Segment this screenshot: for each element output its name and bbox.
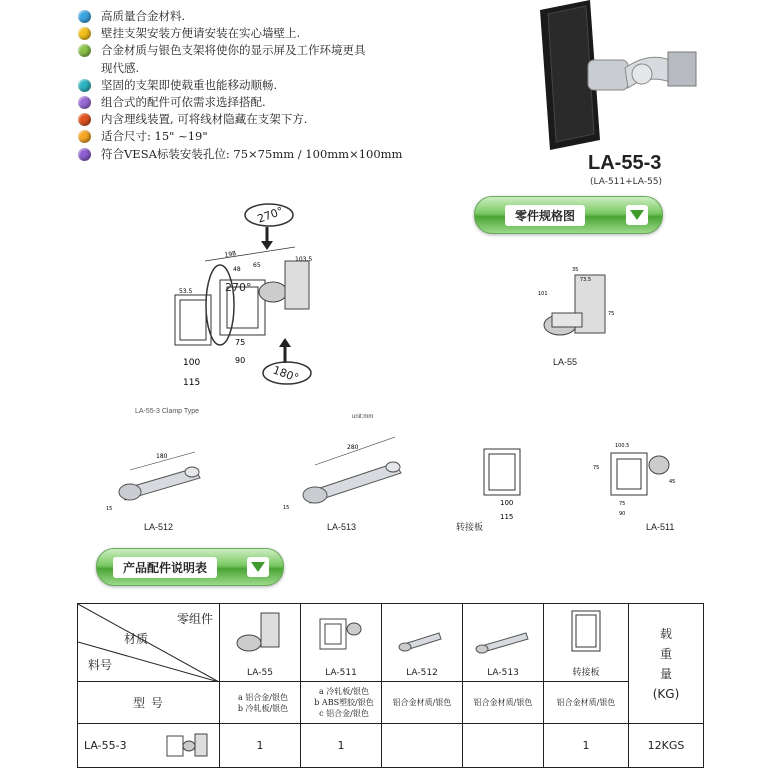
part-thumbnail	[382, 605, 462, 680]
bullet-icon	[78, 44, 91, 57]
load-header-char: 载	[659, 626, 672, 641]
material-cell	[301, 682, 382, 724]
la513-thumb	[464, 605, 542, 665]
qty-cell: 1	[220, 724, 301, 768]
dimension-label: 65	[253, 262, 261, 269]
load-cell: 12KGS	[629, 724, 704, 768]
la55-thumb	[221, 605, 299, 665]
parts-spec-label: 零件规格图	[505, 205, 585, 226]
parts-spec-button[interactable]	[474, 196, 663, 234]
part-thumbnail	[463, 605, 543, 680]
dimension-label: 75	[619, 501, 626, 507]
feature-item: 高质量合金材料.	[78, 8, 458, 25]
load-header-char: 量	[659, 666, 672, 681]
col-la513	[463, 604, 544, 682]
col-la55	[220, 604, 301, 682]
dimension-label: 48	[233, 266, 241, 273]
header-partno: 料号	[88, 658, 113, 672]
rotation-label: 180°	[271, 363, 301, 385]
material-cell: 铝合金材质/银色	[463, 682, 544, 724]
dimension-label: 115	[183, 378, 201, 388]
dimension-label: 103.5	[295, 256, 313, 263]
dimension-label: 35	[572, 267, 579, 273]
la511-label: LA-511	[646, 522, 675, 532]
assembly-thumb	[163, 730, 213, 760]
dimension-label: 15	[106, 506, 113, 512]
dimension-label: 101	[538, 291, 548, 297]
la55-label: LA-55	[553, 357, 578, 367]
feature-item: 坚固的支架即使载重也能移动顺畅.	[78, 77, 458, 94]
bullet-icon	[78, 130, 91, 143]
col-name: LA-512	[406, 668, 438, 678]
la511-thumb	[302, 605, 380, 665]
col-name: 转接板	[572, 668, 600, 678]
dimension-label: 100	[183, 358, 201, 368]
la511-drawing	[585, 435, 685, 525]
dimension-label: 100.5	[615, 443, 630, 449]
load-header	[629, 604, 704, 724]
model-cell	[78, 724, 220, 768]
header-parts: 零组件	[176, 612, 213, 626]
feature-item: 壁挂支架安装方便请安装在实心墙壁上.	[78, 25, 458, 42]
load-header-char: (KG)	[652, 686, 680, 701]
part-thumbnail	[301, 605, 381, 680]
col-name: LA-55	[247, 668, 273, 678]
la55-drawing	[520, 255, 630, 355]
dimension-label: 45	[669, 479, 676, 485]
bullet-icon	[78, 79, 91, 92]
qty-cell	[382, 724, 463, 768]
adapter-label: 转接板	[456, 522, 484, 532]
main-assembly-drawing	[165, 195, 335, 395]
table-row	[78, 682, 704, 724]
rotation-label: 270°	[225, 281, 252, 294]
la512-drawing	[100, 440, 220, 520]
product-photo	[530, 0, 730, 150]
dimension-label: 15	[283, 505, 290, 511]
bullet-icon	[78, 96, 91, 109]
material-text: b ABS塑胶/银色	[314, 698, 374, 707]
material-text: b 冷轧板/银色	[237, 703, 289, 713]
bullet-icon	[78, 10, 91, 23]
la512-label: LA-512	[144, 522, 174, 532]
feature-item: 合金材质与银色支架将使你的显示屏及工作环境更具	[78, 42, 458, 59]
la513-label: LA-513	[327, 522, 357, 532]
material-text: a 铝合金/银色	[237, 692, 288, 702]
parts-desc-label: 产品配件说明表	[113, 557, 217, 578]
header-material: 材质	[124, 632, 149, 646]
header-model: 型 号	[78, 682, 220, 724]
material-cell	[220, 682, 301, 724]
feature-list	[78, 8, 458, 163]
dimension-label: 73.5	[580, 277, 592, 283]
material-text: c 铝合金/银色	[319, 709, 369, 718]
dimension-label: 90	[235, 356, 246, 365]
material-cell: 铝合金材质/银色	[544, 682, 629, 724]
dimension-label: 75	[593, 465, 600, 471]
dimension-label: 100	[500, 499, 514, 507]
col-name: LA-513	[487, 668, 519, 678]
adapter-plate-drawing	[478, 445, 538, 525]
header-corner	[78, 604, 220, 682]
col-adapter	[544, 604, 629, 682]
dimension-label: 180	[156, 453, 168, 460]
la513-drawing	[275, 425, 415, 520]
adapter-thumb	[546, 605, 626, 665]
table-row	[78, 604, 704, 682]
dimension-label: 198	[224, 250, 237, 259]
dimension-label: 75	[608, 311, 615, 317]
chevron-down-icon	[247, 557, 269, 577]
load-header-char: 重	[659, 646, 672, 661]
feature-item: 符合VESA标装安装孔位: 75×75mm / 100mm×100mm	[78, 146, 458, 163]
bullet-icon	[78, 27, 91, 40]
table-row	[78, 724, 704, 768]
material-cell: 铝合金材质/银色	[382, 682, 463, 724]
chevron-down-icon	[626, 205, 648, 225]
dimension-label: 280	[347, 444, 359, 451]
spec-table	[77, 603, 704, 768]
qty-cell: 1	[544, 724, 629, 768]
dimension-label: 90	[619, 511, 626, 517]
qty-cell	[463, 724, 544, 768]
col-la512	[382, 604, 463, 682]
part-thumbnail	[220, 605, 300, 680]
parts-desc-button[interactable]	[96, 548, 284, 586]
model-components: (LA-511+LA-55)	[590, 177, 663, 187]
bullet-icon	[78, 148, 91, 161]
dimension-label: 75	[235, 338, 246, 347]
col-la511	[301, 604, 382, 682]
qty-cell: 1	[301, 724, 382, 768]
bullet-icon	[78, 113, 91, 126]
material-text: a 冷轧板/银色	[318, 687, 369, 696]
model-title: LA-55-3	[588, 152, 662, 174]
unit-label: unit:mm	[352, 414, 374, 420]
feature-item: 现代感.	[101, 60, 140, 75]
dimension-label: 115	[500, 513, 514, 521]
model-name: LA-55-3	[84, 739, 127, 752]
col-name: LA-511	[325, 668, 357, 678]
feature-item: 内含理线装置, 可将线材隐藏在支架下方.	[78, 111, 458, 128]
rotation-label: 270°	[255, 204, 286, 226]
part-thumbnail	[544, 605, 628, 680]
feature-item: 组合式的配件可依需求选择搭配.	[78, 94, 458, 111]
clamp-caption: LA-55-3 Clamp Type	[135, 408, 200, 415]
la512-thumb	[383, 605, 461, 665]
dimension-label: 53.5	[179, 288, 193, 295]
feature-item: 适合尺寸: 15" ~19"	[78, 128, 458, 145]
